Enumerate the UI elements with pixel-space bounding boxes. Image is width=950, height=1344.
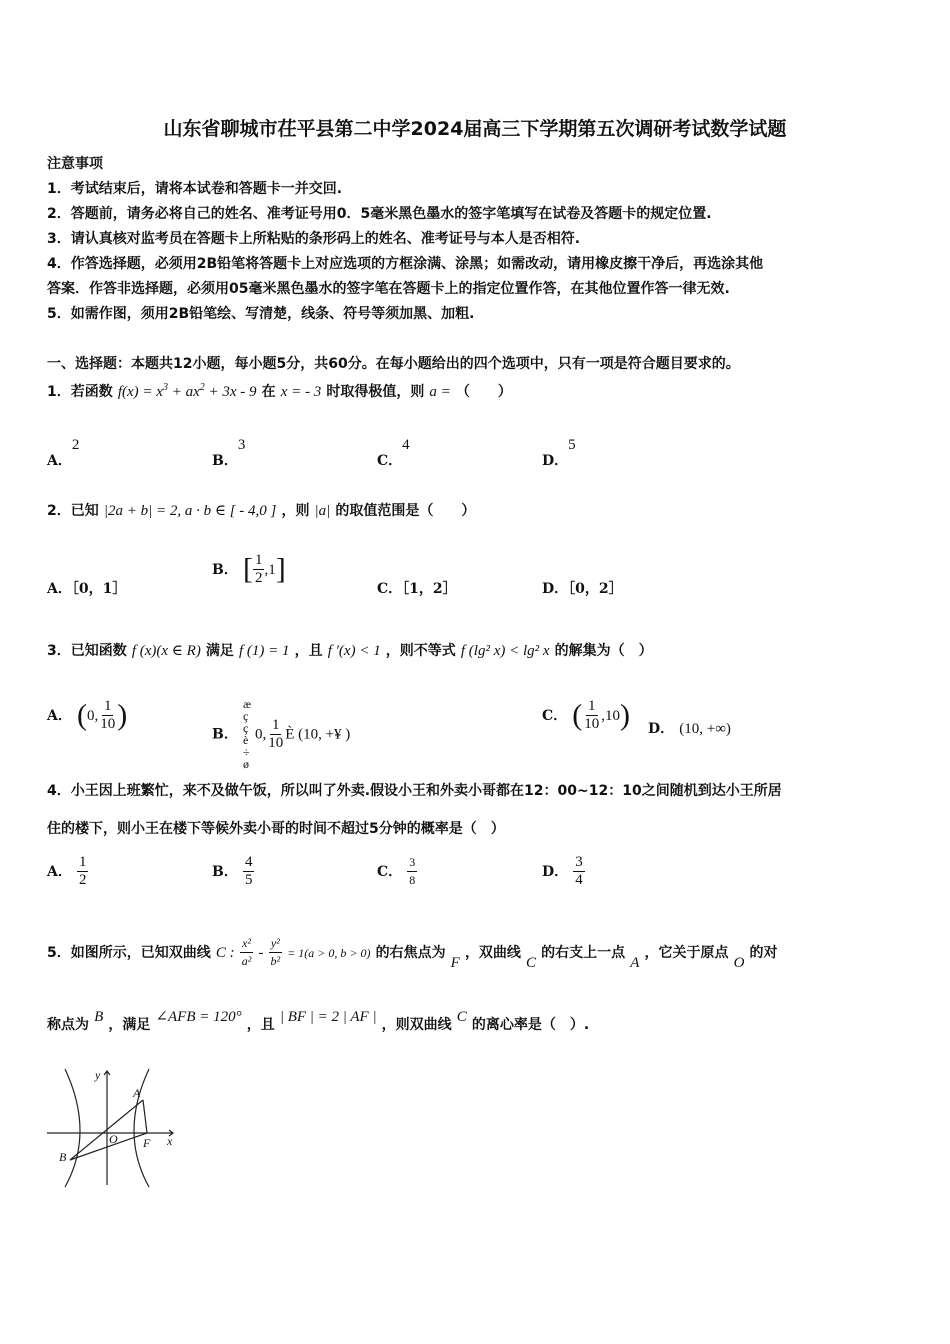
q3-option-a[interactable]: A． (0, $\frac{1}{10}$ ) [47, 698, 128, 732]
q2-text-2: ，则 [281, 503, 310, 519]
q5-curve-label: C : [215, 945, 235, 961]
q5-line-1: 5．如图所示，已知双曲线 C : $\frac{\text{x²}}{\text{a²}}$ - $\frac{\text{y²}}{\text{b²}}$ = 1(a > 0, b > 0) 的右焦点为 F ，双曲线 C 的右支上一点 A ，它关于原点 O 的对 [47, 936, 778, 971]
q3-derivative: f ′(x) < 1 [327, 643, 381, 659]
q5-curve-c: C [526, 955, 537, 971]
q1-variable: a = [429, 384, 451, 400]
q1-condition: x = - 3 [280, 384, 322, 400]
q5-point-o: O [733, 955, 745, 971]
q3-value: f (1) = 1 [239, 643, 290, 659]
q5-text-8: ，满足 [108, 1017, 151, 1033]
q4-option-b[interactable]: B． $\frac{4}{5}$ [212, 854, 253, 888]
q1-option-c-value: 4 [402, 437, 410, 453]
q3-option-a-fraction: $\frac{1}{10}$ [100, 698, 116, 732]
q3-option-c-label: C． [542, 708, 568, 724]
q5-curve-c-2: C [456, 1009, 467, 1025]
q3-option-d-value: (10, +∞) [679, 721, 731, 737]
q3-option-d[interactable] [648, 718, 731, 738]
q1-text-4: （ ） [455, 384, 512, 400]
q3-option-c-fraction: $\frac{1}{10}$ [584, 698, 600, 732]
q1-option-d[interactable]: D．5 [542, 437, 576, 469]
q3-option-b-garbled-brackets: æ ç ç è ÷ ø [242, 697, 251, 771]
q4-option-d-fraction: $\frac{3}{4}$ [575, 854, 583, 888]
q5-angle: ∠AFB = 120° [155, 1009, 242, 1025]
notice-item-4-cont: 答案．作答非选择题，必须用05毫米黑色墨水的签字笔在答题卡上的指定位置作答，在其他位置作答一律无效. [47, 281, 730, 297]
q5-text-11: 的离心率是（ ）. [471, 1017, 590, 1033]
q5-text-7: 称点为 [47, 1017, 89, 1033]
fig-label-b: B [59, 1150, 67, 1164]
q2-option-a[interactable]: A．［0，1］ [47, 581, 127, 597]
hyperbola-figure [45, 1065, 180, 1190]
notice-item-1: 1．考试结束后，请将本试卷和答题卡一并交回. [47, 181, 343, 197]
q2-option-d[interactable]: D．［0，2］ [542, 581, 623, 597]
q3-text-2: 满足 [205, 643, 234, 659]
fig-label-y: y [95, 1068, 101, 1082]
question-1 [47, 381, 512, 401]
notice-item-4: 4．作答选择题，必须用2B铅笔将答题卡上对应选项的方框涂满、涂黑；如需改动，请用橡皮擦干净后，再选涂其他 [47, 256, 764, 272]
notice-item-5: 5．如需作图，须用2B铅笔绘、写清楚，线条、符号等须加黑、加粗. [47, 306, 475, 322]
q5-y-fraction: $\frac{\text{y²}}{\text{b²}}$ [270, 936, 281, 968]
q1-text-2: 在 [261, 384, 276, 400]
q4-option-c-fraction: $\frac{3}{8}$ [409, 855, 416, 887]
q3-text-5: 的解集为（ ） [554, 643, 653, 659]
q2-option-c[interactable]: C．［1，2］ [377, 581, 457, 597]
q3-option-c[interactable]: C． ( $\frac{1}{10}$ ,10) [542, 698, 630, 732]
q3-text-4: ，则不等式 [385, 643, 456, 659]
question-3 [47, 640, 653, 660]
q1-option-c[interactable]: C．4 [377, 437, 410, 469]
q4-option-c[interactable]: C． $\frac{3}{8}$ [377, 855, 416, 887]
q1-option-a[interactable]: A．2 [47, 437, 80, 469]
q5-condition: = 1(a > 0, b > 0) [287, 946, 371, 960]
q5-x-fraction: $\frac{\text{x²}}{\text{a²}}$ [241, 936, 252, 968]
q5-point-f: F [450, 955, 460, 971]
q1-option-a-value: 2 [71, 437, 80, 453]
q1-text-3: 时取得极值，则 [326, 384, 425, 400]
q1-option-d-value: 5 [568, 437, 576, 453]
fig-label-f: F [143, 1136, 151, 1150]
q5-line-2 [47, 1009, 590, 1034]
q2-option-b-label: B． [212, 562, 238, 578]
q3-text-1: 3．已知函数 [47, 643, 127, 659]
q4-line-1: 4．小王因上班繁忙，来不及做午饭，所以叫了外卖.假设小王和外卖小哥都在12：00~12：10之间随机到达小王所居 [47, 783, 782, 799]
q1-option-b[interactable]: B．3 [212, 437, 246, 469]
q5-text-9: ，且 [246, 1017, 275, 1033]
q5-relation: | BF | = 2 | AF | [279, 1009, 377, 1025]
q4-option-b-fraction: $\frac{4}{5}$ [244, 854, 253, 888]
question-2 [47, 500, 475, 520]
q3-function: f (x)(x ∈ R) [131, 643, 201, 659]
q1-function: $f(x) = x^3 + ax^2 + 3x - 9$ [117, 382, 257, 400]
q5-text-1: 5．如图所示，已知双曲线 [47, 945, 211, 961]
fig-label-a: A [133, 1086, 141, 1100]
notice-item-2: 2．答题前，请务必将自己的姓名、准考证号用0．5毫米黑色墨水的签字笔填写在试卷及答题卡的规定位置. [47, 206, 712, 222]
q3-option-b-fraction: $\frac{1}{10}$ [268, 716, 284, 751]
q2-option-b[interactable]: B． [ $\frac{1}{2}$ ,1] [212, 552, 286, 586]
q3-option-b-label: B． [212, 726, 238, 743]
q2-text-3: 的取值范围是（ ） [335, 503, 476, 519]
q2-text-1: 2．已知 [47, 503, 99, 519]
q5-text-3: ，双曲线 [464, 945, 521, 961]
q2-option-b-fraction: $\frac{1}{2}$ [254, 552, 263, 586]
notice-heading: 注意事项 [47, 156, 103, 172]
q2-modulus: |a| [314, 503, 331, 519]
line-af [143, 1100, 147, 1133]
section-1-heading: 一、选择题：本题共12小题，每小题5分，共60分。在每小题给出的四个选项中，只有一项是符合题目要求的。 [47, 356, 740, 372]
q4-option-a-fraction: $\frac{1}{2}$ [78, 854, 87, 888]
q4-line-2: 住的楼下，则小王在楼下等候外卖小哥的时间不超过5分钟的概率是（ ） [47, 821, 505, 837]
q5-point-a: A [630, 955, 640, 971]
q2-condition: |2a + b| = 2, a · b ∈ [ - 4,0 ] [103, 503, 277, 519]
page-title: 山东省聊城市茌平县第二中学2024届高三下学期第五次调研考试数学试题 [163, 118, 787, 140]
fig-label-o: O [109, 1132, 118, 1146]
q1-option-b-value: 3 [237, 437, 246, 453]
q3-text-3: ，且 [294, 643, 323, 659]
q3-option-a-label: A． [47, 708, 72, 724]
q4-option-a[interactable]: A． $\frac{1}{2}$ [47, 854, 87, 888]
fig-label-x: x [167, 1134, 173, 1148]
q5-point-b: B [94, 1009, 104, 1025]
notice-item-3: 3．请认真核对监考员在答题卡上所粘贴的条形码上的姓名、准考证号与本人是否相符. [47, 231, 581, 247]
q5-text-4: 的右支上一点 [541, 945, 626, 961]
q3-option-d-label: D． [648, 721, 675, 737]
q5-text-5: ，它关于原点 [644, 945, 729, 961]
q5-text-10: ，则双曲线 [381, 1017, 452, 1033]
q3-inequality: f (lg² x) < lg² x [460, 643, 550, 659]
q3-option-b[interactable]: B． æ ç ç è ÷ ø0, $\frac{1}{10}$ È (10, +¥ ) [212, 697, 351, 771]
q5-text-6: 的对 [749, 945, 778, 961]
left-branch [65, 1069, 80, 1187]
q4-option-d[interactable]: D． $\frac{3}{4}$ [542, 854, 583, 888]
q5-text-2: 的右焦点为 [375, 945, 446, 961]
q1-text-1: 1．若函数 [47, 384, 113, 400]
